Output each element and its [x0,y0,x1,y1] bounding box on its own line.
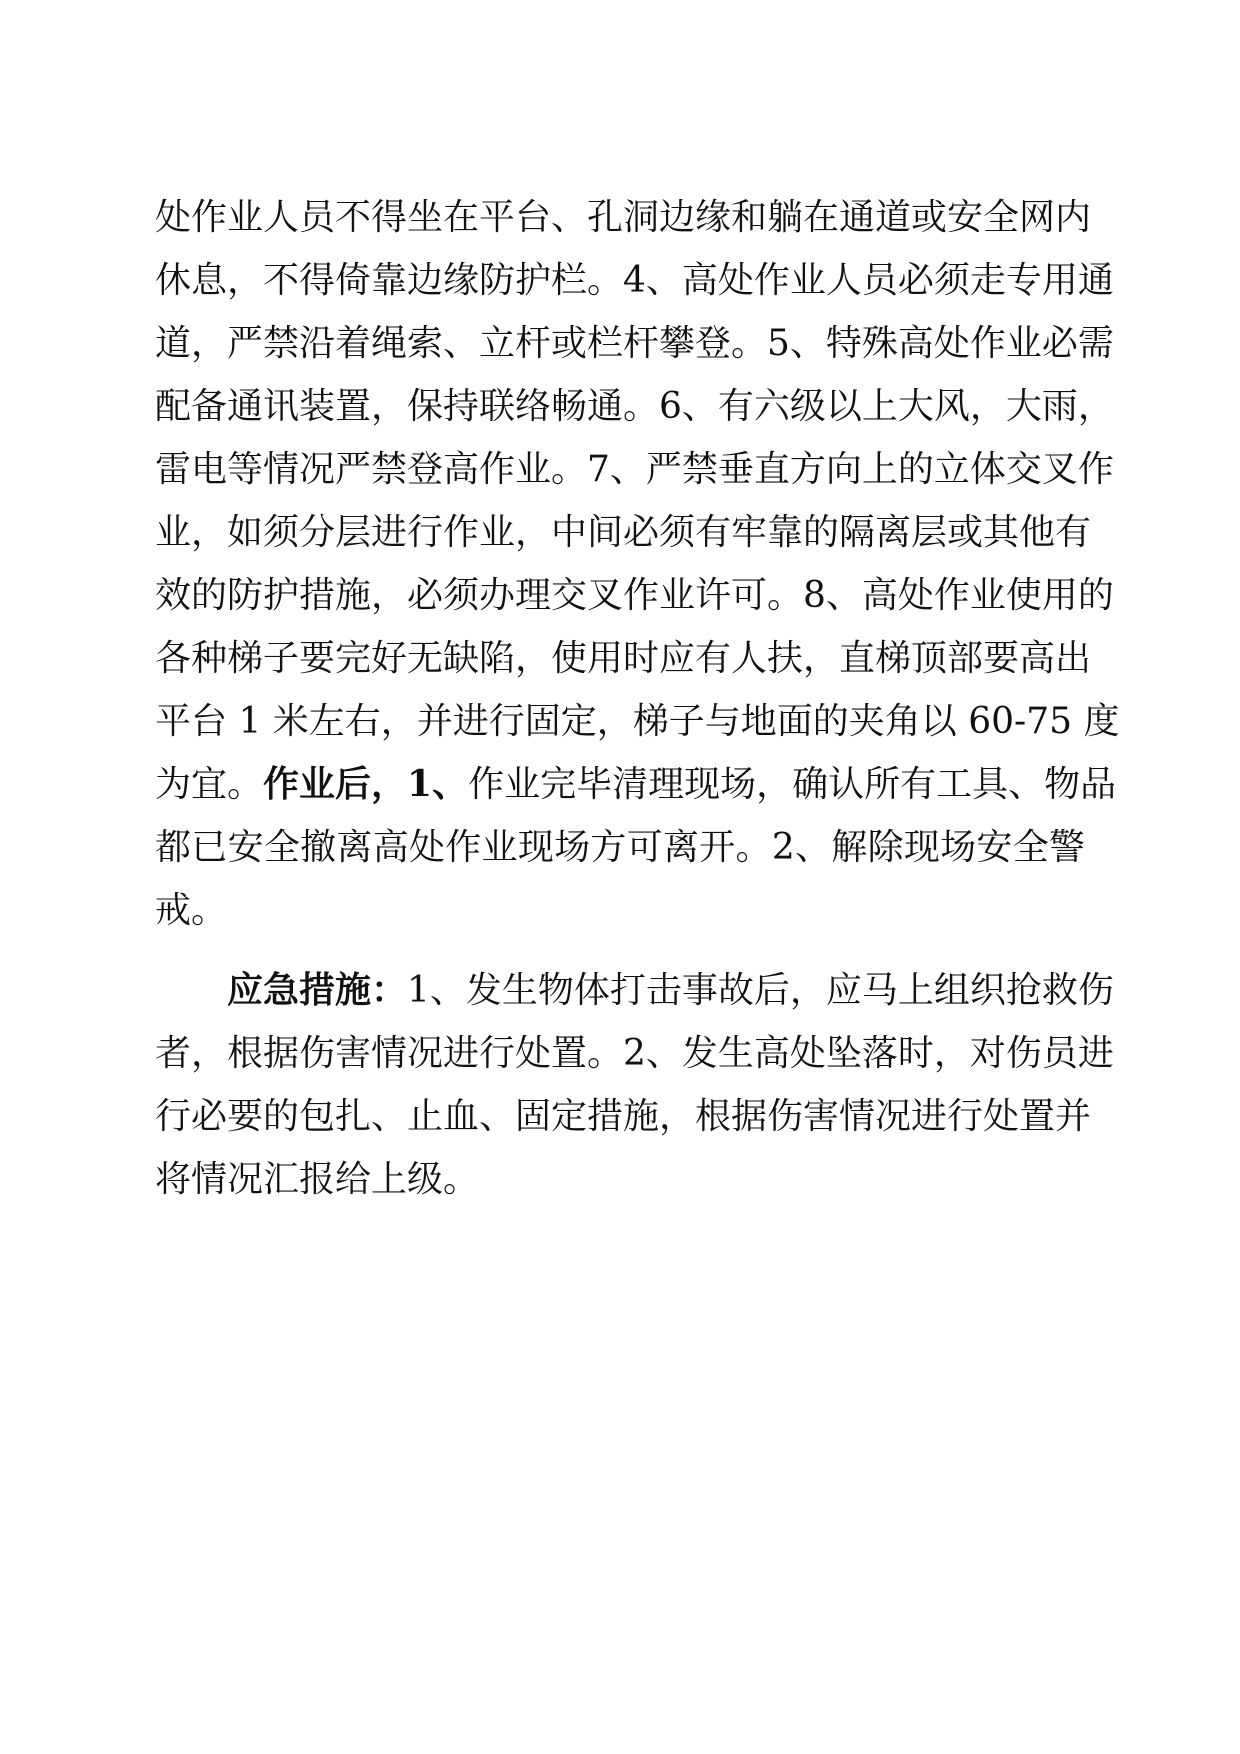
text-line: 休息，不得倚靠边缘防护栏。4、高处作业人员必须走专用通 [155,260,1114,301]
text-line: 雷电等情况严禁登高作业。7、严禁垂直方向上的立体交叉作 [155,449,1114,490]
text-line: 将情况汇报给上级。 [155,1159,480,1200]
text-line: 行必要的包扎、止血、固定措施，根据伤害情况进行处置并 [155,1096,1092,1137]
text-line: 平台 1 米左右，并进行固定，梯子与地面的夹角以 60-75 度 [155,701,1120,742]
text-segment: 1、发生物体打击事故后，应马上组织抢救伤 [407,970,1114,1011]
text-line: 者，根据伤害情况进行处置。2、发生高处坠落时，对伤员进 [155,1033,1114,1074]
text-line: 效的防护措施，必须办理交叉作业许可。8、高处作业使用的 [155,575,1114,616]
text-segment: 作业完毕清理现场，确认所有工具、物品 [468,764,1117,805]
after-work-heading: 作业后，1、 [263,763,469,805]
text-line: 配备通讯装置，保持联络畅通。6、有六级以上大风，大雨， [155,386,1114,427]
text-line: 处作业人员不得坐在平台、孔洞边缘和躺在通道或安全网内 [155,197,1092,238]
document-body [155,186,1120,1211]
paragraph-emergency-measures [155,959,1114,1211]
text-line: 戒。 [155,890,228,931]
text-line: 都已安全撤离高处作业现场方可离开。2、解除现场安全警 [155,827,1085,868]
text-line: 各种梯子要完好无缺陷，使用时应有人扶，直梯顶部要高出 [155,638,1092,679]
text-segment: 为宜。 [155,764,264,805]
text-line: 道，严禁沿着绳索、立杆或栏杆攀登。5、特殊高处作业必需 [155,323,1114,364]
text-line: 业，如须分层进行作业，中间必须有牢靠的隔离层或其他有 [155,512,1092,553]
paragraph-spacer [155,942,1085,959]
paragraph-work-procedures [155,186,1120,942]
emergency-first-line [155,959,1114,1022]
text-line-after-work [155,753,1117,816]
emergency-measures-heading: 应急措施： [227,969,408,1011]
